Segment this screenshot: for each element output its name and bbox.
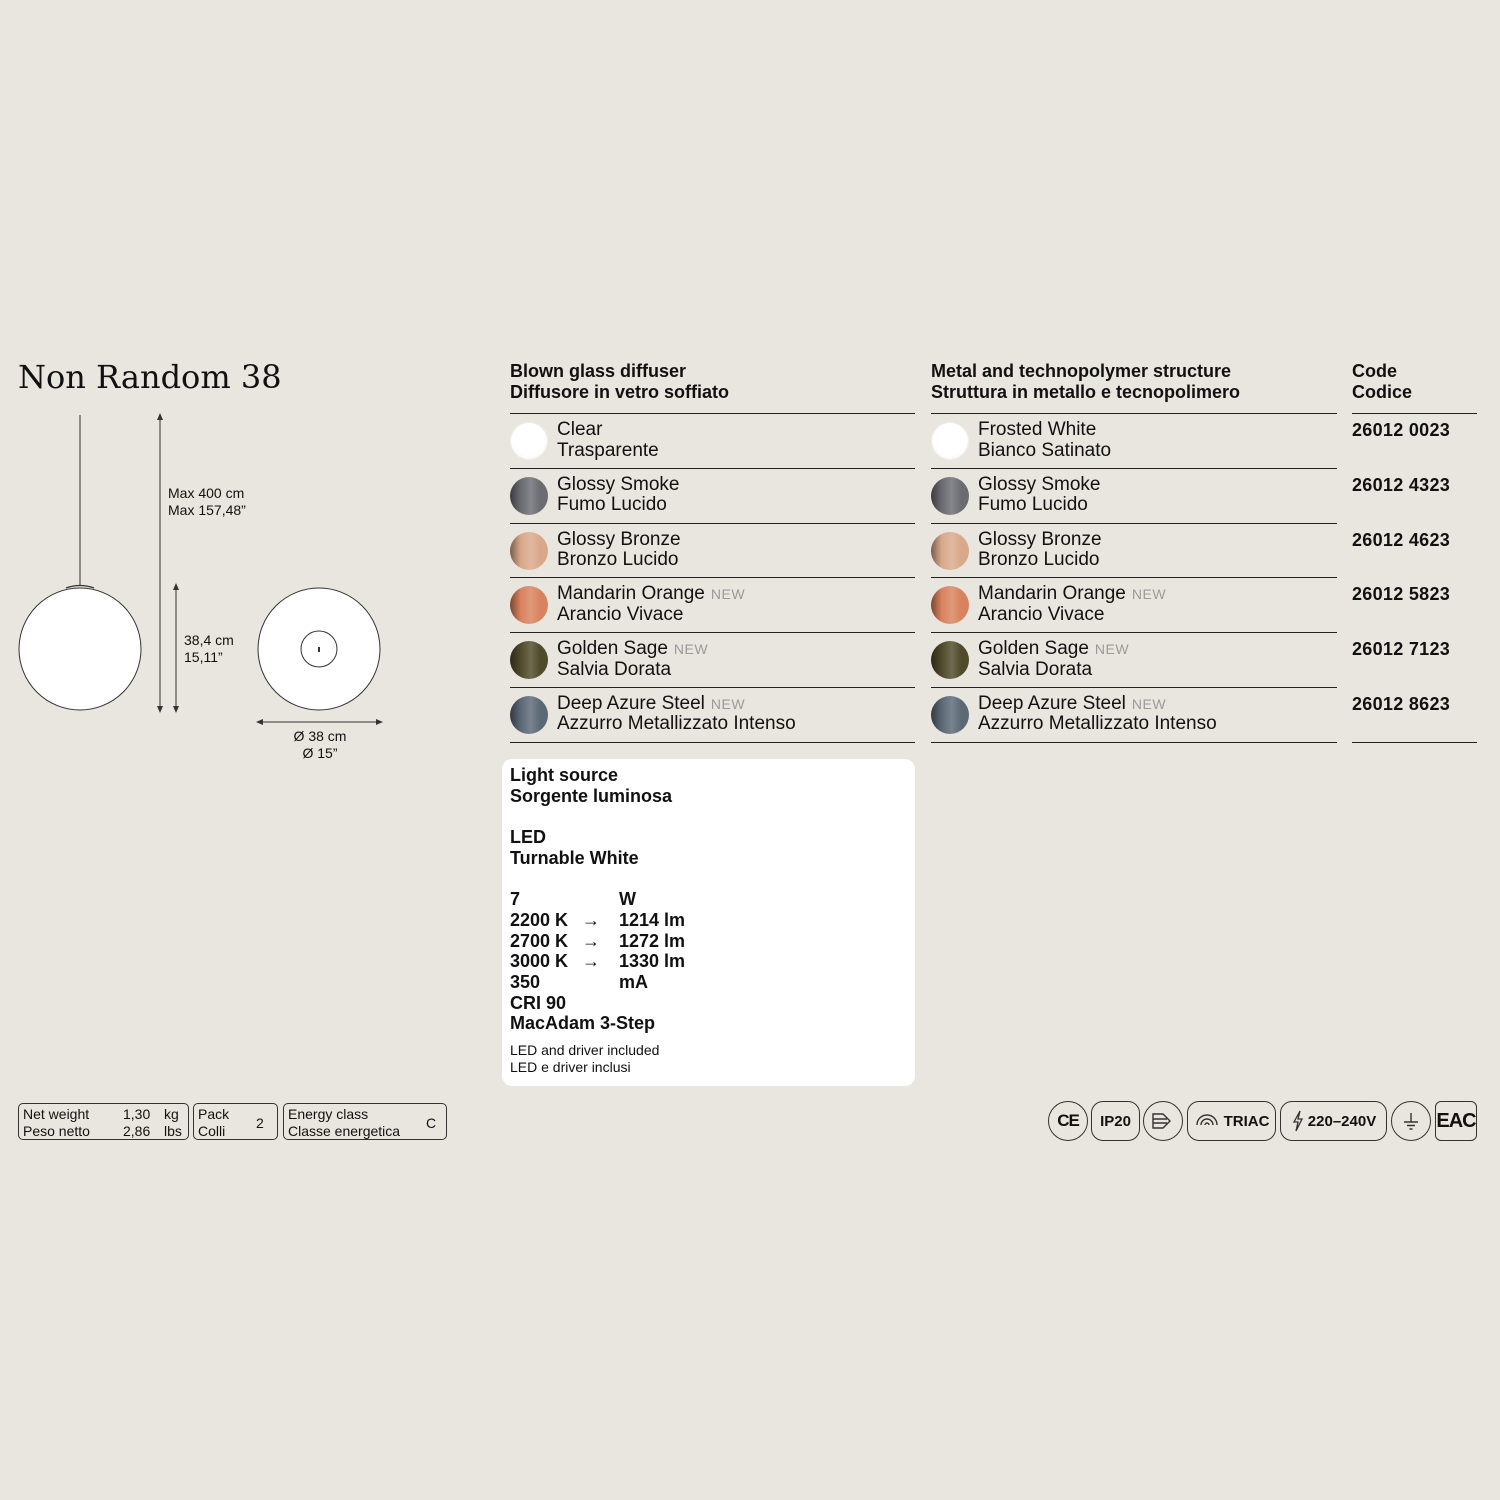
diffuser-label (557, 694, 796, 735)
lumen-2200: 1214 lm (619, 910, 686, 930)
product-code: 26012 0023 (1352, 420, 1451, 440)
colli-label: Colli (198, 1123, 226, 1139)
finish-name-it: Salvia Dorata (978, 658, 1093, 680)
finish-name-it: Arancio Vivace (557, 603, 684, 625)
diameter-label (280, 728, 360, 762)
power-unit: W (619, 889, 636, 909)
lightning-icon (1291, 1110, 1305, 1132)
diffuser-row (510, 469, 916, 523)
eac-mark-icon: EAC (1435, 1101, 1477, 1141)
dimmable-lamp-icon (1143, 1101, 1183, 1141)
diffuser-label (557, 584, 745, 625)
net-weight-label: Net weight (23, 1106, 90, 1122)
current-value: 350 (510, 972, 541, 992)
pack-value: 2 (256, 1115, 264, 1131)
product-title: Non Random 38 (18, 358, 282, 396)
pack-label: Pack (198, 1106, 230, 1122)
max-height-metric: Max 400 cm (168, 485, 245, 501)
finish-name-it: Trasparente (557, 439, 659, 461)
diameter-imperial: Ø 15” (302, 745, 338, 761)
new-badge: NEW (710, 586, 746, 603)
finish-name-it: Azzurro Metallizzato Intenso (557, 713, 796, 735)
temp-2200: 2200 K (510, 910, 569, 930)
clear-swatch-icon (931, 422, 969, 460)
finish-swatch-icon (931, 532, 969, 570)
product-code: 26012 7123 (1352, 639, 1451, 659)
dimension-drawing (0, 400, 420, 780)
arrow-icon: → (582, 951, 600, 971)
finish-name-it: Azzurro Metallizzato Intenso (978, 713, 1217, 735)
row-divider (931, 742, 1337, 743)
ip20-badge: IP20 (1091, 1101, 1140, 1141)
structure-header: Metal and technopolymer structure Struttura in metallo e tecnopolimero (931, 361, 1241, 402)
ground-icon (1391, 1101, 1431, 1141)
finish-swatch-icon (510, 696, 548, 734)
code-header: Code Codice (1352, 361, 1413, 402)
diffuser-label (557, 475, 679, 516)
macadam-value: MacAdam 3-Step (510, 1013, 656, 1033)
dimming-icon (1194, 1111, 1220, 1131)
new-badge: NEW (1131, 586, 1167, 603)
diffuser-row (510, 688, 916, 742)
finish-name-it: Bronzo Lucido (978, 549, 1100, 570)
finish-swatch-icon (931, 696, 969, 734)
voltage-badge: 220–240V (1280, 1101, 1387, 1141)
finish-name-it: Bronzo Lucido (557, 549, 679, 570)
max-height-label (168, 485, 246, 519)
max-height-imperial: Max 157,48” (168, 502, 246, 518)
finish-name-en: Glossy Bronze (978, 528, 1102, 550)
structure-row (931, 688, 1337, 742)
finish-name-en: Clear (557, 419, 603, 440)
energy-class-box (283, 1103, 447, 1140)
row-divider (1352, 742, 1477, 743)
finish-name-en: Frosted White (978, 419, 1097, 440)
diffuser-header: Blown glass diffuser Diffusore in vetro soffiato (510, 361, 730, 402)
diffuser-row (510, 633, 916, 687)
finish-name-en: Golden Sage (557, 638, 668, 659)
product-code: 26012 4323 (1352, 474, 1451, 495)
weight-lbs-unit: lbs (164, 1123, 182, 1139)
current-unit: mA (619, 972, 649, 992)
finish-name-en: Deep Azure Steel (978, 692, 1126, 714)
energy-class-label: Energy class (288, 1106, 369, 1122)
globe-height-imperial: 15,11” (184, 649, 223, 665)
finish-name-en: Glossy Smoke (557, 473, 680, 495)
classe-energetica-label: Classe energetica (288, 1123, 401, 1139)
arrow-icon: → (582, 910, 600, 930)
globe-height-label (184, 632, 234, 666)
new-badge: NEW (1131, 695, 1167, 712)
new-badge: NEW (710, 695, 746, 712)
pack-box (193, 1103, 278, 1140)
weight-kg-unit: kg (164, 1106, 179, 1122)
globe-side-view (19, 588, 141, 710)
finish-swatch-icon (510, 586, 548, 624)
diameter-metric: Ø 38 cm (293, 728, 347, 744)
peso-netto-label: Peso netto (23, 1123, 90, 1139)
finish-name-en: Deep Azure Steel (557, 692, 705, 714)
new-badge: NEW (673, 641, 709, 657)
finish-swatch-icon (510, 532, 548, 570)
finish-name-it: Fumo Lucido (557, 494, 667, 516)
finish-swatch-icon (931, 477, 969, 515)
finish-name-en: Glossy Smoke (978, 473, 1101, 495)
clear-swatch-icon (510, 422, 548, 460)
arrow-icon: → (582, 931, 600, 951)
diffuser-label (557, 420, 659, 461)
light-source-panel (502, 759, 915, 1086)
structure-label (978, 584, 1166, 625)
finish-name-it: Bianco Satinato (978, 439, 1112, 461)
light-source-header: Light source Sorgente luminosa (510, 765, 673, 806)
finish-name-it: Arancio Vivace (978, 603, 1105, 625)
structure-label (978, 694, 1217, 735)
driver-note: LED and driver included LED e driver inclusi (510, 1042, 660, 1075)
net-weight-box (18, 1103, 189, 1140)
finish-name-en: Golden Sage (978, 638, 1089, 659)
energy-class-value: C (426, 1115, 437, 1131)
structure-row (931, 633, 1337, 687)
diffuser-row (510, 524, 916, 578)
ce-mark-icon: CE (1048, 1101, 1088, 1141)
structure-label (978, 639, 1129, 680)
temp-2700: 2700 K (510, 931, 569, 951)
diffuser-row (510, 578, 916, 632)
finish-name-it: Salvia Dorata (557, 658, 672, 680)
structure-row (931, 414, 1337, 468)
cri-value: CRI 90 (510, 993, 567, 1013)
lumen-2700: 1272 lm (619, 931, 686, 951)
globe-height-metric: 38,4 cm (184, 632, 234, 648)
diffuser-row (510, 414, 916, 468)
led-type: LED Turnable White (510, 827, 639, 868)
structure-label (978, 420, 1111, 461)
triac-dimming-badge: TRIAC (1187, 1101, 1276, 1141)
structure-label (978, 475, 1100, 516)
finish-name-it: Fumo Lucido (978, 494, 1088, 516)
diffuser-label (557, 639, 708, 680)
power-value: 7 (510, 889, 521, 909)
diffuser-label (557, 530, 681, 571)
finish-swatch-icon (510, 477, 548, 515)
product-code: 26012 8623 (1352, 693, 1451, 714)
weight-lbs: 2,86 (123, 1123, 151, 1139)
structure-row (931, 469, 1337, 523)
structure-row (931, 524, 1337, 578)
finish-name-en: Mandarin Orange (557, 583, 705, 605)
structure-label (978, 530, 1102, 571)
row-divider (510, 742, 915, 743)
finish-swatch-icon (931, 641, 969, 679)
finish-name-en: Mandarin Orange (978, 583, 1126, 605)
code-header-rule (1352, 413, 1477, 414)
temp-3000: 3000 K (510, 951, 569, 971)
finish-swatch-icon (931, 586, 969, 624)
finish-swatch-icon (510, 641, 548, 679)
lumen-3000: 1330 lm (619, 951, 686, 971)
finish-name-en: Glossy Bronze (557, 528, 681, 550)
weight-kg: 1,30 (123, 1106, 151, 1122)
product-code: 26012 4623 (1352, 529, 1451, 550)
structure-row (931, 578, 1337, 632)
product-code: 26012 5823 (1352, 584, 1451, 605)
new-badge: NEW (1094, 641, 1130, 657)
